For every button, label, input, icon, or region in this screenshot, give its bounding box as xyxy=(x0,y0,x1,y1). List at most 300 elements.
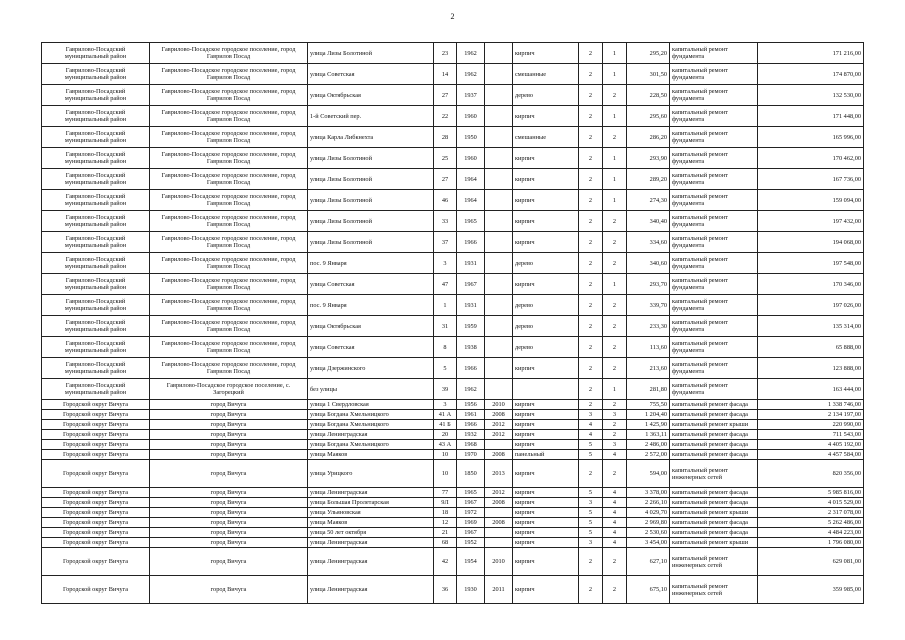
cell-house-number: 43 А xyxy=(434,440,457,450)
cell-municipality: Гаврилово-Посадский муниципальный район xyxy=(42,232,150,253)
cell-entrances: 2 xyxy=(603,85,627,106)
cell-house-number: 18 xyxy=(434,508,457,518)
cell-floors: 2 xyxy=(579,274,603,295)
cell-settlement: город Вичуга xyxy=(150,538,308,548)
cell-work-type: капитальный ремонт фундамента xyxy=(670,274,758,295)
cell-house-number: 46 xyxy=(434,190,457,211)
cell-street: улица Дзержинского xyxy=(308,358,434,379)
cell-floors: 5 xyxy=(579,518,603,528)
cell-floors: 2 xyxy=(579,460,603,488)
cell-last-repair-year xyxy=(485,232,513,253)
cell-area: 627,10 xyxy=(627,548,670,576)
cell-municipality: Городской округ Вичуга xyxy=(42,460,150,488)
cell-cost: 170 346,00 xyxy=(758,274,864,295)
cell-floors: 2 xyxy=(579,190,603,211)
cell-house-number: 10 xyxy=(434,450,457,460)
cell-street: улица Лизы Болотиной xyxy=(308,169,434,190)
cell-municipality: Гаврилово-Посадский муниципальный район xyxy=(42,274,150,295)
cell-settlement: Гаврилово-Посадское городское поселение, город Гаврилов Посад xyxy=(150,127,308,148)
cell-settlement: Гаврилово-Посадское городское поселение, город Гаврилов Посад xyxy=(150,274,308,295)
cell-area: 1 363,11 xyxy=(627,430,670,440)
cell-wall-material: кирпич xyxy=(513,410,579,420)
cell-entrances: 4 xyxy=(603,488,627,498)
cell-floors: 5 xyxy=(579,528,603,538)
cell-work-type: капитальный ремонт фундамента xyxy=(670,127,758,148)
cell-wall-material: смешанные xyxy=(513,64,579,85)
table-row xyxy=(42,43,864,64)
table-row xyxy=(42,460,864,488)
cell-year-built: 1962 xyxy=(457,64,485,85)
table-row xyxy=(42,548,864,576)
cell-entrances: 1 xyxy=(603,274,627,295)
cell-work-type: капитальный ремонт фундамента xyxy=(670,190,758,211)
table-row xyxy=(42,211,864,232)
cell-entrances: 2 xyxy=(603,295,627,316)
cell-municipality: Гаврилово-Посадский муниципальный район xyxy=(42,316,150,337)
cell-cost: 163 444,00 xyxy=(758,379,864,400)
cell-municipality: Гаврилово-Посадский муниципальный район xyxy=(42,85,150,106)
cell-street: улица Лизы Болотиной xyxy=(308,148,434,169)
cell-area: 2 572,00 xyxy=(627,450,670,460)
table-row xyxy=(42,148,864,169)
cell-last-repair-year xyxy=(485,337,513,358)
cell-municipality: Городской округ Вичуга xyxy=(42,508,150,518)
cell-area: 113,60 xyxy=(627,337,670,358)
cell-entrances: 2 xyxy=(603,400,627,410)
cell-house-number: 12 xyxy=(434,518,457,528)
cell-wall-material: кирпич xyxy=(513,232,579,253)
table-row xyxy=(42,498,864,508)
cell-area: 274,30 xyxy=(627,190,670,211)
cell-entrances: 1 xyxy=(603,169,627,190)
cell-work-type: капитальный ремонт фасада xyxy=(670,518,758,528)
cell-floors: 2 xyxy=(579,379,603,400)
cell-last-repair-year xyxy=(485,538,513,548)
cell-cost: 159 094,00 xyxy=(758,190,864,211)
cell-year-built: 1938 xyxy=(457,337,485,358)
table-row xyxy=(42,440,864,450)
cell-last-repair-year xyxy=(485,148,513,169)
table-row xyxy=(42,538,864,548)
cell-cost: 1 338 746,00 xyxy=(758,400,864,410)
cell-last-repair-year xyxy=(485,190,513,211)
cell-cost: 629 081,00 xyxy=(758,548,864,576)
table-row xyxy=(42,379,864,400)
cell-house-number: 3 xyxy=(434,400,457,410)
cell-year-built: 1967 xyxy=(457,528,485,538)
cell-street: улица Маяков xyxy=(308,518,434,528)
cell-entrances: 2 xyxy=(603,127,627,148)
cell-house-number: 8 xyxy=(434,337,457,358)
cell-street: улица Богдана Хмельницкого xyxy=(308,410,434,420)
cell-municipality: Городской округ Вичуга xyxy=(42,538,150,548)
cell-municipality: Гаврилово-Посадский муниципальный район xyxy=(42,379,150,400)
cell-floors: 2 xyxy=(579,232,603,253)
page-number: 2 xyxy=(450,12,455,21)
cell-work-type: капитальный ремонт фундамента xyxy=(670,85,758,106)
cell-year-built: 1966 xyxy=(457,420,485,430)
table-row xyxy=(42,274,864,295)
cell-cost: 711 543,00 xyxy=(758,430,864,440)
cell-year-built: 1965 xyxy=(457,211,485,232)
cell-work-type: капитальный ремонт фундамента xyxy=(670,211,758,232)
cell-work-type: капитальный ремонт фундамента xyxy=(670,316,758,337)
cell-entrances: 1 xyxy=(603,43,627,64)
cell-floors: 5 xyxy=(579,450,603,460)
cell-floors: 2 xyxy=(579,43,603,64)
cell-wall-material: кирпич xyxy=(513,440,579,450)
cell-settlement: город Вичуга xyxy=(150,548,308,576)
cell-entrances: 4 xyxy=(603,538,627,548)
cell-wall-material: кирпич xyxy=(513,576,579,604)
cell-cost: 1 796 080,00 xyxy=(758,538,864,548)
cell-street: улица 1 Свердловская xyxy=(308,400,434,410)
cell-house-number: 22 xyxy=(434,106,457,127)
cell-cost: 132 530,00 xyxy=(758,85,864,106)
cell-last-repair-year xyxy=(485,316,513,337)
cell-settlement: Гаврилово-Посадское городское поселение, город Гаврилов Посад xyxy=(150,253,308,274)
cell-floors: 2 xyxy=(579,169,603,190)
table-row xyxy=(42,253,864,274)
cell-settlement: город Вичуга xyxy=(150,430,308,440)
cell-cost: 5 262 486,00 xyxy=(758,518,864,528)
cell-house-number: 9Л xyxy=(434,498,457,508)
cell-house-number: 14 xyxy=(434,64,457,85)
cell-street: улица 50 лет октября xyxy=(308,528,434,538)
cell-entrances: 2 xyxy=(603,460,627,488)
cell-floors: 2 xyxy=(579,148,603,169)
cell-wall-material: кирпич xyxy=(513,420,579,430)
cell-house-number: 3 xyxy=(434,253,457,274)
cell-settlement: город Вичуга xyxy=(150,450,308,460)
cell-year-built: 1959 xyxy=(457,316,485,337)
cell-work-type: капитальный ремонт фасада xyxy=(670,488,758,498)
cell-street: улица Октябрьская xyxy=(308,316,434,337)
cell-municipality: Городской округ Вичуга xyxy=(42,548,150,576)
cell-work-type: капитальный ремонт фасада xyxy=(670,400,758,410)
cell-floors: 2 xyxy=(579,358,603,379)
cell-street: улица Карла Либкнехта xyxy=(308,127,434,148)
cell-wall-material: кирпич xyxy=(513,460,579,488)
table-row xyxy=(42,85,864,106)
cell-floors: 2 xyxy=(579,576,603,604)
cell-settlement: Гаврилово-Посадское городское поселение, город Гаврилов Посад xyxy=(150,358,308,379)
cell-last-repair-year: 2008 xyxy=(485,518,513,528)
cell-cost: 5 985 816,00 xyxy=(758,488,864,498)
cell-municipality: Городской округ Вичуга xyxy=(42,410,150,420)
cell-settlement: Гаврилово-Посадское городское поселение, город Гаврилов Посад xyxy=(150,211,308,232)
cell-street: улица Урицкого xyxy=(308,460,434,488)
cell-year-built: 1962 xyxy=(457,43,485,64)
cell-entrances: 2 xyxy=(603,316,627,337)
cell-entrances: 1 xyxy=(603,64,627,85)
cell-street: улица Октябрьская xyxy=(308,85,434,106)
cell-municipality: Городской округ Вичуга xyxy=(42,488,150,498)
cell-street: 1-й Советский пер. xyxy=(308,106,434,127)
cell-entrances: 2 xyxy=(603,420,627,430)
cell-entrances: 2 xyxy=(603,232,627,253)
cell-wall-material: панельный xyxy=(513,450,579,460)
cell-area: 340,40 xyxy=(627,211,670,232)
cell-wall-material xyxy=(513,379,579,400)
cell-municipality: Гаврилово-Посадский муниципальный район xyxy=(42,295,150,316)
table-row xyxy=(42,190,864,211)
cell-street: без улицы xyxy=(308,379,434,400)
cell-work-type: капитальный ремонт крыши xyxy=(670,538,758,548)
cell-municipality: Городской округ Вичуга xyxy=(42,498,150,508)
cell-year-built: 1932 xyxy=(457,430,485,440)
cell-floors: 3 xyxy=(579,538,603,548)
cell-settlement: Гаврилово-Посадское городское поселение, город Гаврилов Посад xyxy=(150,337,308,358)
cell-last-repair-year xyxy=(485,43,513,64)
cell-municipality: Городской округ Вичуга xyxy=(42,518,150,528)
cell-cost: 820 356,00 xyxy=(758,460,864,488)
cell-floors: 5 xyxy=(579,440,603,450)
cell-area: 213,60 xyxy=(627,358,670,379)
cell-municipality: Городской округ Вичуга xyxy=(42,528,150,538)
cell-house-number: 47 xyxy=(434,274,457,295)
cell-last-repair-year xyxy=(485,106,513,127)
cell-area: 293,70 xyxy=(627,274,670,295)
cell-municipality: Городской округ Вичуга xyxy=(42,420,150,430)
housing-register-table xyxy=(41,42,864,604)
cell-house-number: 10 xyxy=(434,460,457,488)
cell-cost: 4 405 192,00 xyxy=(758,440,864,450)
cell-work-type: капитальный ремонт фундамента xyxy=(670,148,758,169)
cell-last-repair-year xyxy=(485,253,513,274)
cell-street: пос. 9 Января xyxy=(308,253,434,274)
cell-area: 2 530,60 xyxy=(627,528,670,538)
cell-work-type: капитальный ремонт крыши xyxy=(670,420,758,430)
cell-entrances: 1 xyxy=(603,106,627,127)
cell-wall-material: кирпич xyxy=(513,211,579,232)
cell-year-built: 1960 xyxy=(457,106,485,127)
cell-floors: 2 xyxy=(579,400,603,410)
cell-year-built: 1967 xyxy=(457,274,485,295)
cell-municipality: Гаврилово-Посадский муниципальный район xyxy=(42,106,150,127)
cell-cost: 135 314,00 xyxy=(758,316,864,337)
cell-floors: 2 xyxy=(579,127,603,148)
cell-municipality: Городской округ Вичуга xyxy=(42,440,150,450)
cell-floors: 2 xyxy=(579,337,603,358)
cell-year-built: 1964 xyxy=(457,169,485,190)
cell-area: 289,20 xyxy=(627,169,670,190)
cell-settlement: город Вичуга xyxy=(150,460,308,488)
cell-wall-material: кирпич xyxy=(513,274,579,295)
cell-last-repair-year xyxy=(485,169,513,190)
cell-last-repair-year: 2012 xyxy=(485,430,513,440)
cell-wall-material: дерево xyxy=(513,337,579,358)
cell-year-built: 1961 xyxy=(457,410,485,420)
cell-street: улица Ленинградская xyxy=(308,576,434,604)
cell-work-type: капитальный ремонт фундамента xyxy=(670,64,758,85)
cell-street: улица Ленинградская xyxy=(308,538,434,548)
cell-municipality: Гаврилово-Посадский муниципальный район xyxy=(42,358,150,379)
cell-last-repair-year: 2008 xyxy=(485,450,513,460)
cell-wall-material: кирпич xyxy=(513,430,579,440)
cell-floors: 5 xyxy=(579,508,603,518)
cell-last-repair-year xyxy=(485,358,513,379)
cell-year-built: 1931 xyxy=(457,253,485,274)
cell-cost: 174 870,00 xyxy=(758,64,864,85)
cell-house-number: 20 xyxy=(434,430,457,440)
cell-last-repair-year xyxy=(485,508,513,518)
cell-settlement: город Вичуга xyxy=(150,440,308,450)
table-row xyxy=(42,316,864,337)
table-row xyxy=(42,430,864,440)
cell-year-built: 1969 xyxy=(457,518,485,528)
cell-wall-material: кирпич xyxy=(513,498,579,508)
cell-work-type: капитальный ремонт фундамента xyxy=(670,358,758,379)
cell-last-repair-year xyxy=(485,64,513,85)
cell-floors: 2 xyxy=(579,295,603,316)
cell-settlement: Гаврилово-Посадское городское поселение, город Гаврилов Посад xyxy=(150,106,308,127)
cell-area: 3 454,00 xyxy=(627,538,670,548)
cell-cost: 197 432,00 xyxy=(758,211,864,232)
cell-cost: 220 990,00 xyxy=(758,420,864,430)
cell-settlement: Гаврилово-Посадское городское поселение, город Гаврилов Посад xyxy=(150,85,308,106)
cell-street: улица Советская xyxy=(308,274,434,295)
cell-year-built: 1952 xyxy=(457,538,485,548)
cell-street: улица Маяков xyxy=(308,450,434,460)
cell-wall-material: дерево xyxy=(513,295,579,316)
cell-street: улица Лизы Болотиной xyxy=(308,232,434,253)
cell-wall-material: дерево xyxy=(513,253,579,274)
cell-entrances: 2 xyxy=(603,548,627,576)
cell-street: улица Богдана Хмельницкого xyxy=(308,420,434,430)
cell-wall-material: кирпич xyxy=(513,508,579,518)
cell-work-type: капитальный ремонт фундамента xyxy=(670,232,758,253)
cell-last-repair-year: 2008 xyxy=(485,410,513,420)
cell-area: 594,00 xyxy=(627,460,670,488)
cell-cost: 2 134 197,00 xyxy=(758,410,864,420)
cell-work-type: капитальный ремонт инженерных сетей xyxy=(670,548,758,576)
cell-work-type: капитальный ремонт крыши xyxy=(670,508,758,518)
cell-entrances: 2 xyxy=(603,576,627,604)
cell-street: улица Ленинградская xyxy=(308,548,434,576)
cell-cost: 123 888,00 xyxy=(758,358,864,379)
cell-work-type: капитальный ремонт фундамента xyxy=(670,106,758,127)
cell-entrances: 3 xyxy=(603,440,627,450)
cell-floors: 2 xyxy=(579,106,603,127)
cell-street: улица Лизы Болотиной xyxy=(308,211,434,232)
cell-settlement: город Вичуга xyxy=(150,528,308,538)
cell-year-built: 1950 xyxy=(457,127,485,148)
cell-work-type: капитальный ремонт фасада xyxy=(670,410,758,420)
cell-house-number: 36 xyxy=(434,576,457,604)
cell-last-repair-year xyxy=(485,295,513,316)
cell-floors: 2 xyxy=(579,64,603,85)
cell-cost: 359 985,00 xyxy=(758,576,864,604)
cell-year-built: 1954 xyxy=(457,548,485,576)
cell-wall-material: кирпич xyxy=(513,548,579,576)
cell-floors: 3 xyxy=(579,498,603,508)
cell-floors: 2 xyxy=(579,316,603,337)
cell-settlement: Гаврилово-Посадское городское поселение, город Гаврилов Посад xyxy=(150,148,308,169)
table-row xyxy=(42,508,864,518)
cell-last-repair-year: 2010 xyxy=(485,400,513,410)
cell-last-repair-year xyxy=(485,379,513,400)
cell-entrances: 4 xyxy=(603,518,627,528)
cell-last-repair-year xyxy=(485,85,513,106)
cell-year-built: 1937 xyxy=(457,85,485,106)
cell-area: 675,10 xyxy=(627,576,670,604)
cell-floors: 4 xyxy=(579,430,603,440)
cell-area: 1 425,90 xyxy=(627,420,670,430)
cell-area: 2 266,10 xyxy=(627,498,670,508)
cell-wall-material: кирпич xyxy=(513,169,579,190)
cell-last-repair-year xyxy=(485,528,513,538)
cell-year-built: 1966 xyxy=(457,358,485,379)
cell-cost: 165 996,00 xyxy=(758,127,864,148)
cell-house-number: 42 xyxy=(434,548,457,576)
cell-last-repair-year: 2013 xyxy=(485,460,513,488)
cell-settlement: Гаврилово-Посадское городское поселение, город Гаврилов Посад xyxy=(150,316,308,337)
cell-municipality: Гаврилово-Посадский муниципальный район xyxy=(42,64,150,85)
cell-wall-material: кирпич xyxy=(513,148,579,169)
cell-work-type: капитальный ремонт фундамента xyxy=(670,253,758,274)
cell-settlement: город Вичуга xyxy=(150,498,308,508)
cell-work-type: капитальный ремонт фундамента xyxy=(670,379,758,400)
cell-area: 233,30 xyxy=(627,316,670,337)
table-row xyxy=(42,232,864,253)
cell-area: 334,60 xyxy=(627,232,670,253)
cell-year-built: 1930 xyxy=(457,576,485,604)
cell-last-repair-year: 2012 xyxy=(485,420,513,430)
cell-area: 340,60 xyxy=(627,253,670,274)
cell-street: улица Ульяновская xyxy=(308,508,434,518)
table-row xyxy=(42,528,864,538)
cell-wall-material: кирпич xyxy=(513,518,579,528)
cell-house-number: 41 А xyxy=(434,410,457,420)
table-row xyxy=(42,518,864,528)
cell-street: улица Лизы Болотиной xyxy=(308,190,434,211)
cell-work-type: капитальный ремонт фасада xyxy=(670,528,758,538)
cell-wall-material: кирпич xyxy=(513,400,579,410)
table-row xyxy=(42,64,864,85)
cell-house-number: 31 xyxy=(434,316,457,337)
cell-settlement: город Вичуга xyxy=(150,576,308,604)
cell-municipality: Гаврилово-Посадский муниципальный район xyxy=(42,190,150,211)
cell-municipality: Гаврилово-Посадский муниципальный район xyxy=(42,253,150,274)
cell-work-type: капитальный ремонт фундамента xyxy=(670,43,758,64)
cell-year-built: 1967 xyxy=(457,498,485,508)
cell-work-type: капитальный ремонт фасада xyxy=(670,440,758,450)
cell-municipality: Гаврилово-Посадский муниципальный район xyxy=(42,169,150,190)
cell-entrances: 4 xyxy=(603,508,627,518)
cell-settlement: город Вичуга xyxy=(150,420,308,430)
cell-entrances: 1 xyxy=(603,148,627,169)
cell-area: 228,50 xyxy=(627,85,670,106)
cell-entrances: 4 xyxy=(603,498,627,508)
cell-year-built: 1965 xyxy=(457,488,485,498)
cell-municipality: Городской округ Вичуга xyxy=(42,576,150,604)
table-row xyxy=(42,358,864,379)
cell-house-number: 1 xyxy=(434,295,457,316)
cell-street: улица Советская xyxy=(308,64,434,85)
cell-house-number: 27 xyxy=(434,169,457,190)
cell-year-built: 1956 xyxy=(457,400,485,410)
cell-settlement: город Вичуга xyxy=(150,400,308,410)
cell-house-number: 25 xyxy=(434,148,457,169)
cell-entrances: 2 xyxy=(603,211,627,232)
cell-cost: 4 457 584,00 xyxy=(758,450,864,460)
cell-settlement: Гаврилово-Посадское городское поселение, город Гаврилов Посад xyxy=(150,64,308,85)
cell-entrances: 3 xyxy=(603,410,627,420)
cell-entrances: 1 xyxy=(603,190,627,211)
cell-entrances: 1 xyxy=(603,379,627,400)
cell-area: 4 029,70 xyxy=(627,508,670,518)
